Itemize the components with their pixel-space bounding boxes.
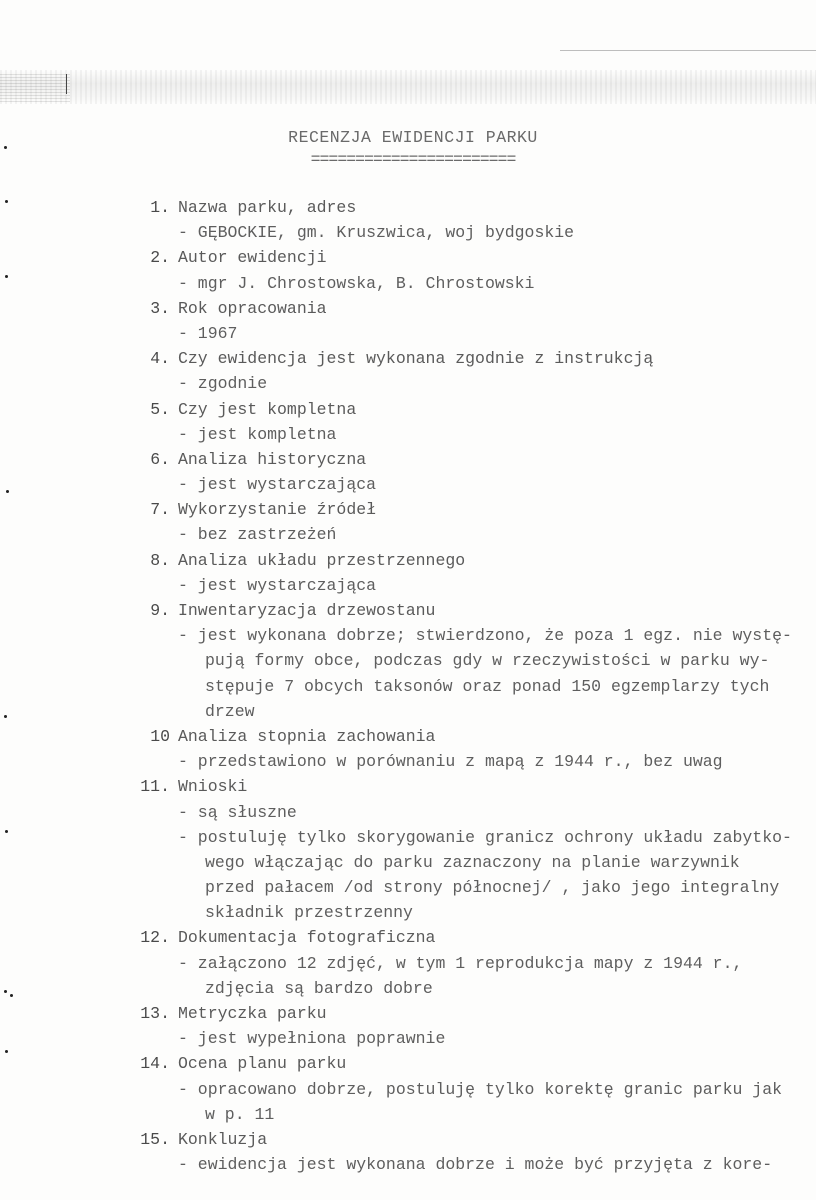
item-detail: - jest wystarczająca	[178, 475, 377, 495]
list-item-heading	[0, 447, 816, 472]
item-detail: - przedstawiono w porównaniu z mapą z 1944 r., bez uwag	[178, 752, 723, 772]
item-detail: - jest wykonana dobrze; stwierdzono, że poza 1 egz. nie wystę-	[178, 626, 792, 646]
item-detail: - ewidencja jest wykonana dobrze i może być przyjęta z kore-	[178, 1155, 773, 1175]
item-number: 1.	[150, 198, 170, 217]
item-detail: - zgodnie	[178, 374, 268, 394]
item-detail-continuation: składnik przestrzenny	[205, 903, 413, 923]
title-underline: =======================	[310, 150, 516, 169]
item-number: 4.	[150, 349, 170, 369]
item-number: 8.	[150, 550, 170, 570]
list-item-heading	[0, 724, 816, 749]
item-number: 12.	[140, 928, 170, 948]
item-label: Autor ewidencji	[178, 248, 327, 268]
item-detail-continuation: stępuje 7 obcych taksonów oraz ponad 150 egzemplarzy tych	[205, 676, 770, 696]
item-detail: - bez zastrzeżeń	[178, 525, 337, 545]
scan-artifact-tick	[66, 74, 67, 94]
list-item-heading	[0, 1001, 816, 1026]
item-detail-continuation: pują formy obce, podczas gdy w rzeczywistości w parku wy-	[205, 651, 770, 671]
scan-artifact-left	[0, 72, 70, 102]
list-item-heading	[0, 548, 816, 573]
list-item-heading	[0, 1051, 816, 1076]
item-label: Czy jest kompletna	[178, 399, 357, 419]
list-item-heading	[0, 245, 816, 270]
item-label: Wykorzystanie źródeł	[178, 500, 377, 520]
item-label: Analiza stopnia zachowania	[178, 726, 436, 746]
item-detail: - GĘBOCKIE, gm. Kruszwica, woj bydgoskie	[178, 223, 575, 243]
item-detail: - postuluję tylko skorygowanie granicz ochrony układu zabytko-	[178, 827, 792, 847]
list-item-heading	[0, 598, 816, 623]
item-label: Dokumentacja fotograficzna	[178, 928, 436, 948]
list-item-heading	[0, 497, 816, 522]
item-number: 13.	[140, 1004, 170, 1023]
item-number: 5.	[150, 399, 170, 419]
item-detail: - załączono 12 zdjęć, w tym 1 reprodukcja mapy z 1944 r.,	[178, 953, 743, 973]
item-label: Czy ewidencja jest wykonana zgodnie z instrukcją	[178, 349, 654, 369]
item-label: Nazwa parku, adres	[178, 198, 357, 217]
item-number: 10	[150, 726, 170, 746]
item-label: Inwentaryzacja drzewostanu	[178, 601, 436, 620]
item-label: Ocena planu parku	[178, 1054, 347, 1074]
item-number: 2.	[150, 248, 170, 268]
list-item-heading	[0, 1127, 816, 1152]
item-detail-continuation: wego włączając do parku zaznaczony na planie warzywnik	[205, 852, 740, 872]
list-item-heading	[0, 397, 816, 422]
list-item-heading	[0, 925, 816, 950]
scan-edge-line	[560, 50, 816, 51]
item-number: 15.	[140, 1129, 170, 1149]
item-detail-continuation: przed pałacem /od strony północnej/ , jako jego integralny	[205, 878, 780, 898]
item-label: Analiza historyczna	[178, 449, 367, 469]
document-title: RECENZJA EWIDENCJI PARKU	[288, 128, 538, 147]
document-body	[0, 195, 816, 1177]
item-label: Rok opracowania	[178, 298, 327, 318]
item-number: 3.	[150, 298, 170, 318]
item-label: Metryczka parku	[178, 1004, 327, 1023]
item-number: 7.	[150, 500, 170, 520]
list-item-heading	[0, 774, 816, 799]
item-detail: - 1967	[178, 323, 238, 343]
item-detail: - są słuszne	[178, 802, 297, 822]
item-detail-continuation: zdjęcia są bardzo dobre	[205, 978, 433, 998]
item-number: 14.	[140, 1054, 170, 1074]
item-label: Konkluzja	[178, 1129, 268, 1149]
list-item-heading	[0, 195, 816, 220]
item-label: Wnioski	[178, 777, 248, 797]
list-item-heading	[0, 346, 816, 371]
item-detail: - jest wystarczająca	[178, 575, 377, 595]
item-number: 9.	[150, 601, 170, 620]
item-detail-continuation: w p. 11	[205, 1104, 275, 1124]
item-number: 11.	[140, 777, 170, 797]
item-detail-continuation: drzew	[205, 701, 255, 721]
item-detail: - jest kompletna	[178, 424, 337, 444]
item-detail: - opracowano dobrze, postuluję tylko korektę granic parku jak	[178, 1079, 782, 1099]
item-detail: - mgr J. Chrostowska, B. Chrostowski	[178, 273, 535, 293]
item-label: Analiza układu przestrzennego	[178, 550, 466, 570]
item-detail: - jest wypełniona poprawnie	[178, 1029, 446, 1049]
item-number: 6.	[150, 449, 170, 469]
list-item-heading	[0, 296, 816, 321]
scan-artifact-band	[0, 70, 816, 104]
